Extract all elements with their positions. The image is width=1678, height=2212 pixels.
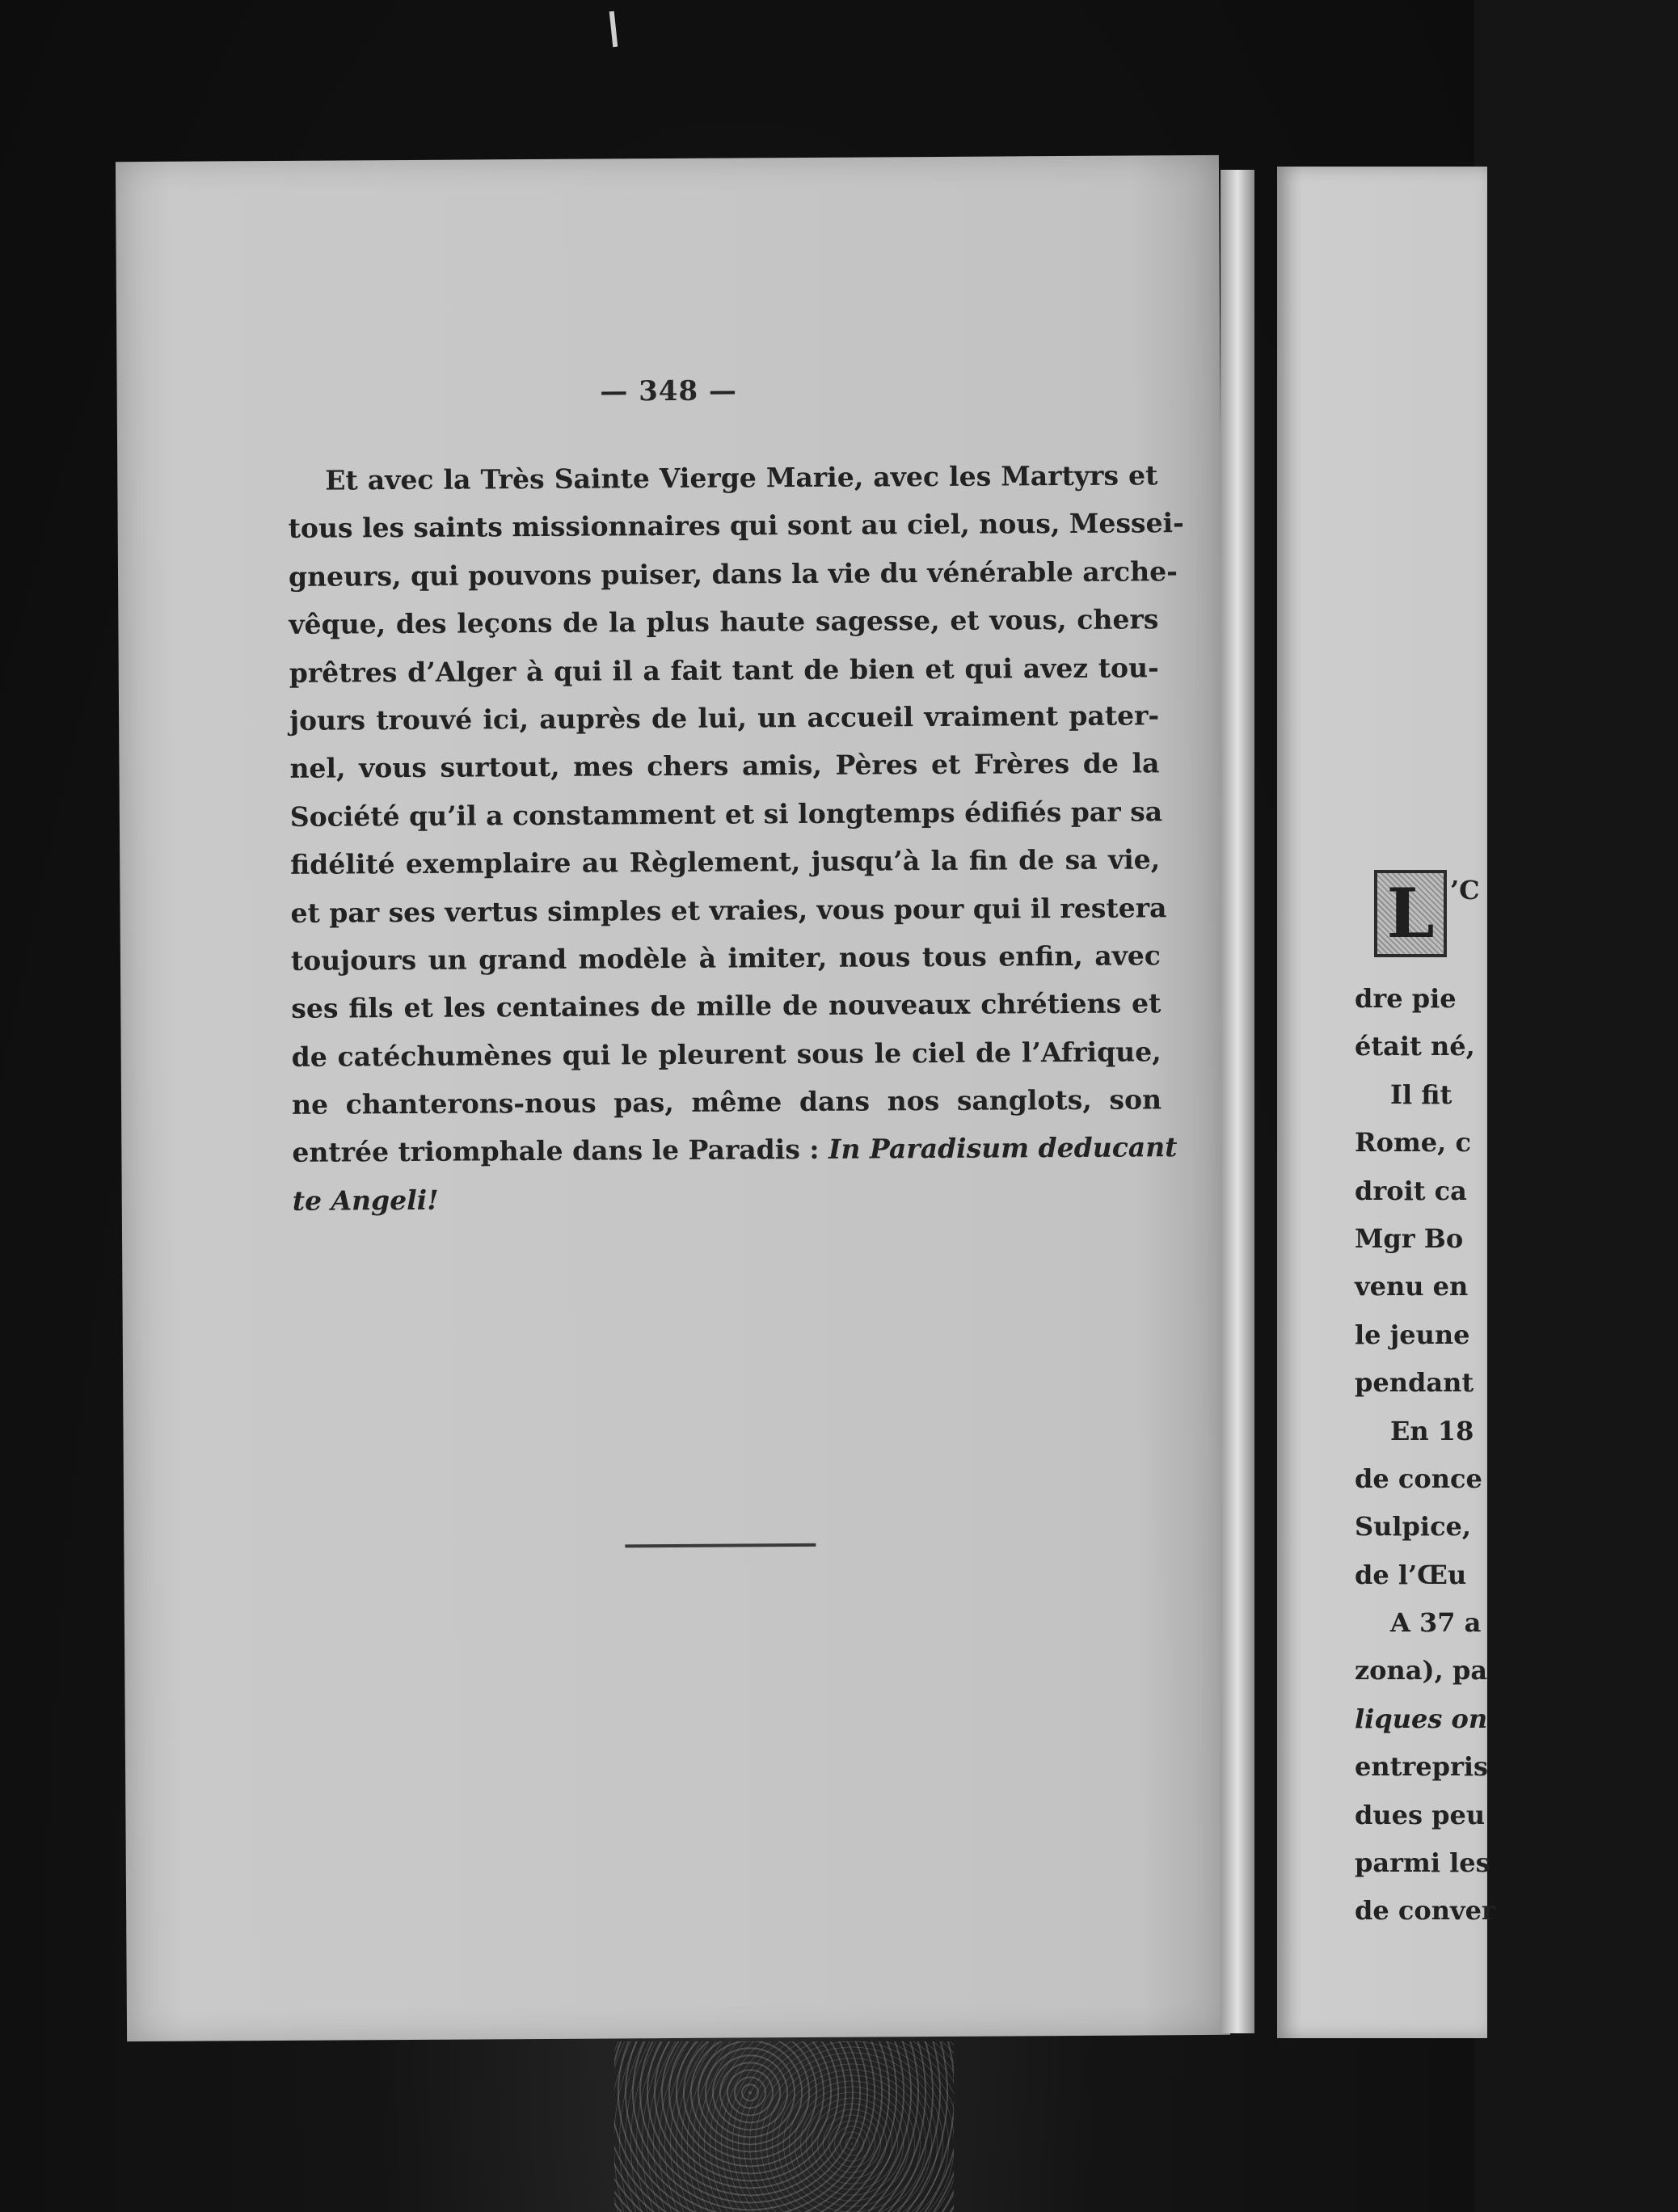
latin-quote: In Paradisum deducant — [828, 1131, 1178, 1166]
text-line: parmi les — [1355, 1847, 1490, 1879]
text-line: tous les saints missionnaires qui sont au ciel, nous, Messei- — [288, 507, 1184, 545]
text-line: entrepris — [1355, 1751, 1489, 1783]
text-line: pendant — [1355, 1367, 1474, 1399]
text-line: gneurs, qui pouvons puiser, dans la vie du vénérable arche- — [288, 555, 1178, 593]
body-paragraph — [288, 451, 1184, 1225]
text-line-mixed — [292, 1124, 1178, 1177]
latin-quote-end: te Angeli! — [292, 1184, 439, 1217]
text-line: nel, vous surtout, mes chers amis, Pères et Frères de la — [289, 747, 1160, 785]
text-line: dues peu — [1355, 1799, 1486, 1830]
text-line: de conver — [1355, 1895, 1495, 1927]
right-page — [1277, 167, 1495, 2038]
text-line: ne chanterons-nous pas, même dans nos sanglots, son — [291, 1083, 1162, 1121]
page-edge — [1221, 170, 1254, 2033]
text-line: fidélité exemplaire au Règlement, jusqu’à la fin de sa vie, — [290, 843, 1161, 881]
text-plain: entrée triomphale dans le Paradis : — [292, 1133, 829, 1169]
text-line: Sulpice, — [1355, 1511, 1472, 1543]
text-line: jours trouvé ici, auprès de lui, un accueil vraiment pater- — [289, 699, 1160, 737]
scan-debris — [614, 2041, 954, 2212]
text-line: Société qu’il a constamment et si longtemps édifiés par sa — [289, 796, 1163, 833]
text-line: le jeune — [1355, 1319, 1470, 1350]
text-line: et par ses vertus simples et vraies, vous pour qui il restera — [290, 891, 1167, 929]
text-line: ses fils et les centaines de mille de nouveaux chrétiens et — [291, 987, 1162, 1025]
text-line: zona), pa — [1355, 1655, 1488, 1686]
text-line: Mgr Bo — [1355, 1222, 1464, 1254]
text-line: dre pie — [1355, 983, 1457, 1014]
text-line: de conce — [1355, 1463, 1482, 1494]
text-line: Et avec la Très Sainte Vierge Marie, avec les Martyrs et — [325, 459, 1158, 496]
left-page — [116, 155, 1230, 2041]
text-line: liques on — [1355, 1703, 1488, 1734]
text-line: En 18 — [1390, 1415, 1474, 1446]
text-line: A 37 a — [1390, 1607, 1482, 1639]
text-line: droit ca — [1355, 1175, 1467, 1206]
text-line: toujours un grand modèle à imiter, nous tous enfin, avec — [290, 939, 1162, 977]
text-line: Rome, c — [1355, 1127, 1471, 1159]
drop-cap: L — [1374, 870, 1447, 957]
text-line: de l’Œu — [1355, 1559, 1467, 1590]
text-line: prêtres d’Alger à qui il a fait tant de bien et qui avez tou- — [289, 651, 1159, 689]
text-line: vêque, des leçons de la plus haute sagesse, et vous, chers — [289, 603, 1159, 641]
text-line: venu en — [1355, 1271, 1469, 1302]
section-rule — [625, 1543, 816, 1547]
right-page-text — [1355, 975, 1678, 1936]
page-number: — 348 — — [600, 374, 738, 408]
text-line: était né, — [1355, 1031, 1475, 1062]
drop-cap-continuation: ’C — [1450, 875, 1480, 905]
text-line: de catéchumènes qui le pleurent sous le ciel de l’Afrique, — [291, 1035, 1162, 1073]
text-line: Il fit — [1390, 1079, 1452, 1110]
